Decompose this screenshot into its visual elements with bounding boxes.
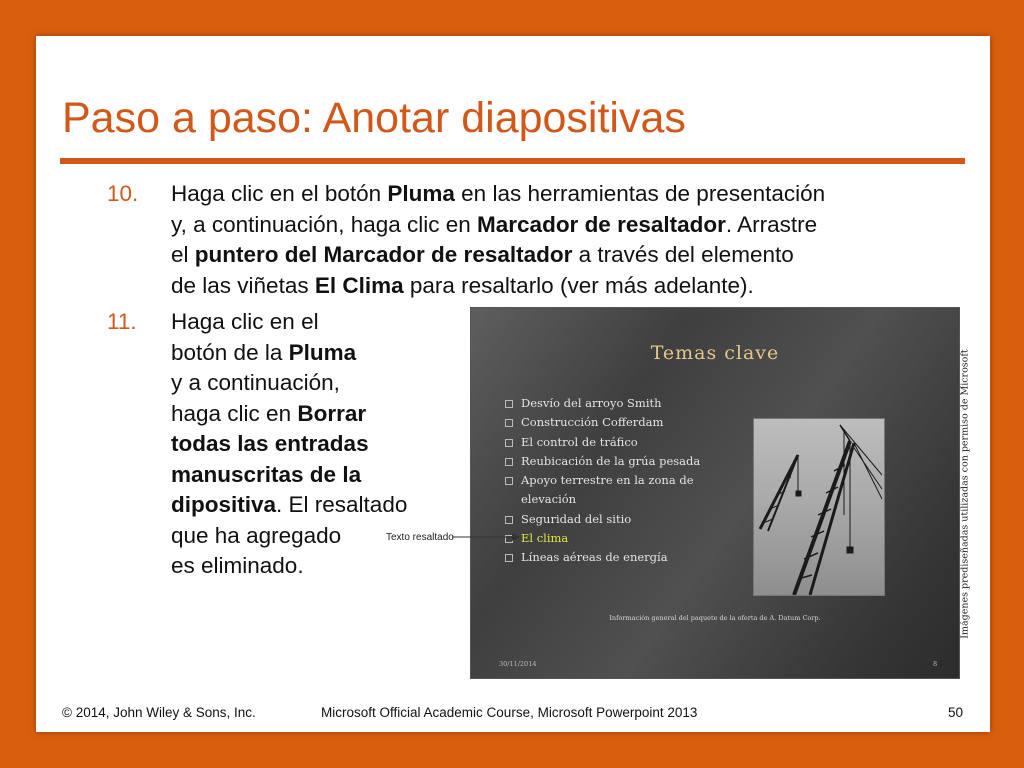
step-line: haga clic en Borrar xyxy=(171,400,367,426)
step-line: botón de la Pluma xyxy=(171,339,357,365)
embedded-bullet: Apoyo terrestre en la zona de elevación xyxy=(505,471,741,510)
footer-page-number: 50 xyxy=(948,705,964,720)
slide-title: Paso a paso: Anotar diapositivas xyxy=(62,94,686,142)
embedded-slide-page: 8 xyxy=(933,660,938,668)
title-rule xyxy=(60,158,965,164)
step-line: es eliminado. xyxy=(171,553,304,578)
step-line: de las viñetas El Clima para resaltarlo (ver más adelante). xyxy=(171,272,754,298)
step-line: y, a continuación, haga clic en Marcador de resaltador. Arrastre xyxy=(171,211,818,237)
bullet-box-icon xyxy=(505,535,513,543)
image-credit-text: Imágenes prediseñadas utilizadas con permiso de Microsoft xyxy=(959,349,971,639)
step-line: manuscritas de la xyxy=(171,461,362,487)
embedded-bullet: Desvío del arroyo Smith xyxy=(505,394,741,413)
embedded-bullet: Líneas aéreas de energía xyxy=(505,548,741,567)
embedded-slide-date: 30/11/2014 xyxy=(499,660,537,668)
footer-copyright: © 2014, John Wiley & Sons, Inc. xyxy=(62,705,256,720)
step-line: el puntero del Marcador de resaltador a través del elemento xyxy=(171,242,794,267)
embedded-bullet: Reubicación de la grúa pesada xyxy=(505,452,741,471)
crane-photo xyxy=(753,418,885,596)
embedded-slide-title: Temas clave xyxy=(650,342,780,364)
embedded-slide-footer: Información general del paquete de la oferta de A. Datum Corp. xyxy=(609,614,821,622)
step-text xyxy=(171,179,825,301)
bullet-box-icon xyxy=(505,419,513,427)
step-line: todas las entradas xyxy=(171,431,369,456)
embedded-bullet: Construcción Cofferdam xyxy=(505,413,741,432)
step-line: y a continuación, xyxy=(171,370,340,395)
image-credit xyxy=(958,314,972,674)
bullet-box-icon xyxy=(505,400,513,408)
step-number: 11. xyxy=(107,309,137,334)
bullet-box-icon xyxy=(505,516,513,524)
step-number: 10. xyxy=(107,181,139,206)
crane-icon xyxy=(754,419,884,595)
embedded-bullet-list xyxy=(505,394,741,568)
slide xyxy=(36,36,990,732)
step-line: dipositiva. El resaltado xyxy=(171,492,408,517)
step-text xyxy=(171,307,407,582)
bullet-box-icon xyxy=(505,477,513,485)
embedded-slide-screenshot xyxy=(470,307,960,679)
step-line: Haga clic en el botón Pluma en las herramientas de presentación xyxy=(171,181,826,206)
bullet-box-icon xyxy=(505,458,513,466)
step-line: Haga clic en el xyxy=(171,309,319,334)
step-line: que ha agregado xyxy=(171,522,342,548)
bullet-box-icon xyxy=(505,554,513,562)
embedded-bullet: El control de tráfico xyxy=(505,433,741,452)
embedded-bullet: Seguridad del sitio xyxy=(505,510,741,529)
bullet-box-icon xyxy=(505,439,513,447)
embedded-bullet-highlighted: El clima xyxy=(505,529,741,548)
footer-course: Microsoft Official Academic Course, Microsoft Powerpoint 2013 xyxy=(321,705,698,720)
highlight-callout-label: Texto resaltado xyxy=(386,532,454,543)
